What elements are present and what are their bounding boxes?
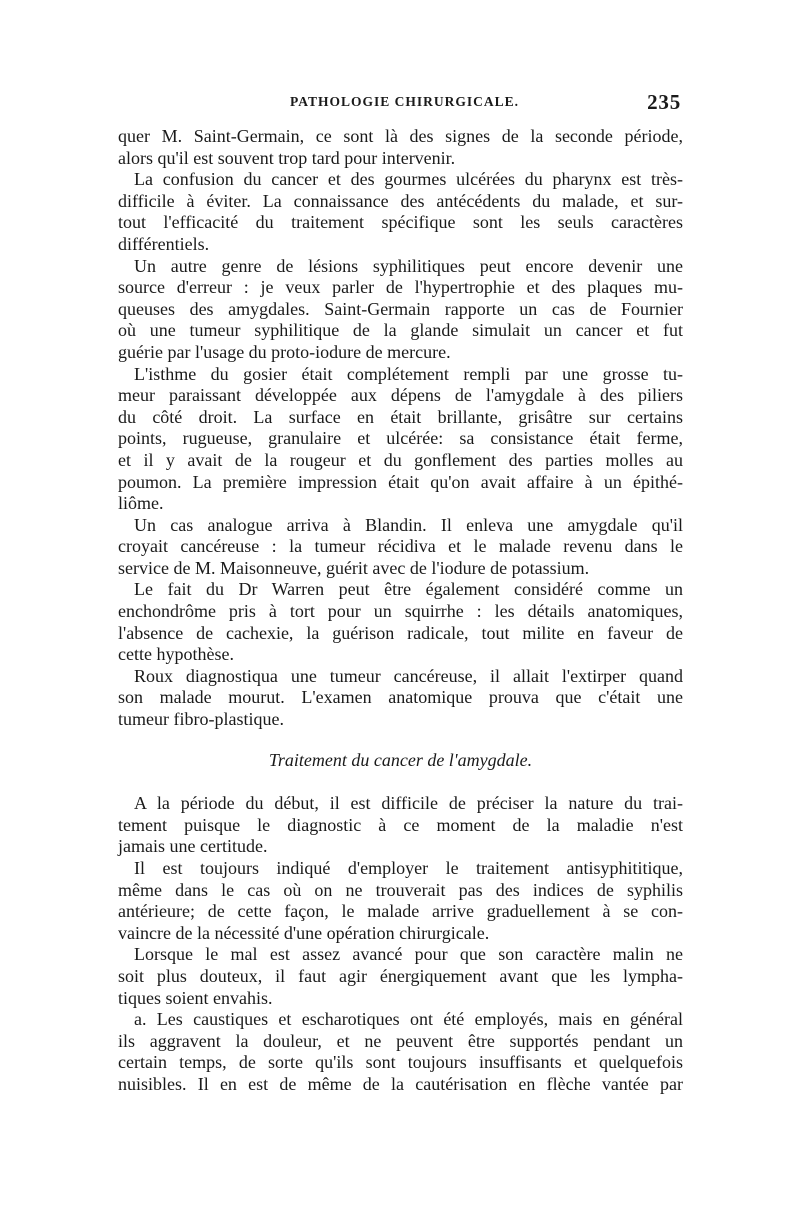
text-line: vaincre de la nécessité d'une opération chirurgicale. [118,922,490,943]
text-line: tumeur fibro-plastique. [118,709,284,730]
text-line: tout l'efficacité du traitement spécifique sont les seuls caractères [118,212,683,233]
text-line: du côté droit. La surface en était brillante, grisâtre sur certains [118,406,683,427]
section-heading: Traitement du cancer de l'amygdale. [268,749,533,770]
running-head [118,92,683,120]
text-line: Un autre genre de lésions syphilitiques peut encore devenir une [134,255,683,276]
text-line: et il y avait de la rougeur et du gonflement des parties molles au [118,449,683,470]
text-line: points, rugueuse, granulaire et ulcérée: sa consistance était ferme, [118,428,683,449]
text-line: guérie par l'usage du proto-iodure de mercure. [118,341,451,362]
text-line: meur paraissant développée aux dépens de l'amygdale à des piliers [118,385,683,406]
text-line: La confusion du cancer et des gourmes ulcérées du pharynx est très- [134,169,683,190]
text-line: son malade mourut. L'examen anatomique prouva que c'était une [118,687,683,708]
text-line: L'isthme du gosier était complétement rempli par une grosse tu- [134,363,683,384]
text-line: a. Les caustiques et escharotiques ont été employés, mais en général [134,1009,683,1030]
page-number: 235 [647,90,681,114]
text-line: cette hypothèse. [118,644,234,665]
text-line: enchondrôme pris à tort pour un squirrhe : les détails anatomiques, [118,601,683,622]
text-line: queuses des amygdales. Saint-Germain rapporte un cas de Fournier [118,298,683,319]
text-line: tement puisque le diagnostic à ce moment de la maladie n'est [118,814,683,835]
text-line: quer M. Saint-Germain, ce sont là des signes de la seconde période, [118,126,683,146]
text-line: poumon. La première impression était qu'on avait affaire à un épithé- [118,471,683,492]
text-line: l'absence de cachexie, la guérison radicale, tout milite en faveur de [118,622,683,643]
running-title: PATHOLOGIE CHIRURGICALE. [290,94,520,109]
text-line: même dans le cas où on ne trouverait pas des indices de syphilis [118,879,683,900]
text-line: tiques soient envahis. [118,987,273,1008]
text-line: ils aggravent la douleur, et ne peuvent être supportés pendant un [118,1030,683,1051]
text-line: liôme. [118,493,164,514]
text-line: Le fait du Dr Warren peut être également considéré comme un [134,579,683,600]
text-line: croyait cancéreuse : la tumeur récidiva et le malade revenu dans le [118,536,683,557]
text-line: difficile à éviter. La connaissance des antécédents du malade, et sur- [118,190,683,211]
book-page [118,92,683,1096]
text-line: différentiels. [118,233,210,254]
text-line: nuisibles. Il en est de même de la cautérisation en flèche vantée par [118,1073,683,1094]
text-line: alors qu'il est souvent trop tard pour intervenir. [118,147,456,168]
text-line: soit plus douteux, il faut agir énergiquement avant que les lympha- [118,965,683,986]
text-line: Un cas analogue arriva à Blandin. Il enleva une amygdale qu'il [134,514,683,535]
text-line: antérieure; de cette façon, le malade arrive graduellement à se con- [118,901,683,922]
text-line: jamais une certitude. [118,836,268,857]
text-line: service de M. Maisonneuve, guérit avec de l'iodure de potassium. [118,557,590,578]
text-line: Roux diagnostiqua une tumeur cancéreuse, il allait l'extirper quand [134,665,683,686]
text-line: où une tumeur syphilitique de la glande simulait un cancer et fut [118,320,683,341]
text-line: Il est toujours indiqué d'employer le traitement antisyphititique, [134,858,683,878]
text-line: certain temps, de sorte qu'ils sont toujours insuffisants et quelquefois [118,1052,683,1073]
text-line: Lorsque le mal est assez avancé pour que son caractère malin ne [134,944,683,965]
text-line: A la période du début, il est difficile de préciser la nature du trai- [134,793,683,814]
body-text [118,126,683,1096]
text-line: source d'erreur : je veux parler de l'hypertrophie et des plaques mu- [118,277,683,298]
